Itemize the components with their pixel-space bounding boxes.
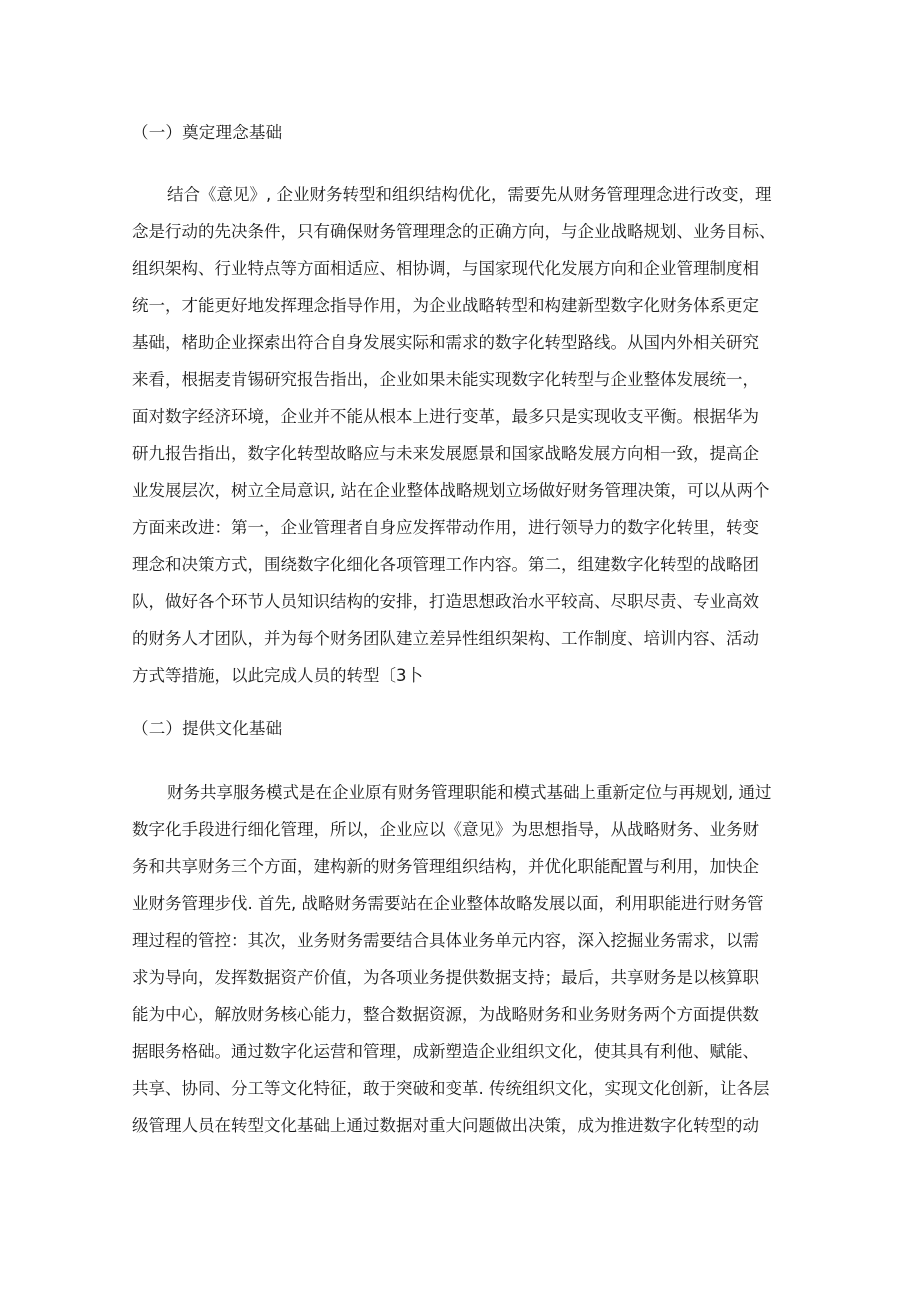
- paragraph-line: 求为导向，发挥数据资产价值，为各项业务提供数据支持；最后，共享财务是以核算职: [132, 968, 759, 987]
- paragraph-line: 来看，根据麦肯锡研究报告指出，企业如果未能实现数字化转型与企业整体发展统一，: [132, 370, 759, 389]
- paragraph-line: 理念和决策方式，围绕数字化细化各项管理工作内容。第二，组建数字化转型的战略团: [132, 555, 759, 574]
- section-1-heading: （一）奠定理念基础: [132, 123, 283, 142]
- paragraph-line: 念是行动的先决条件，只有确保财务管理理念的正确方向，与企业战略规划、业务目标、: [132, 222, 776, 241]
- paragraph-line: 组织架构、行业特点等方面相适应、相协调，与国家现代化发展方向和企业管理制度相: [132, 259, 759, 278]
- paragraph-line: 务和共享财务三个方面，建构新的财务管理组织结构，并优化职能配置与利用，加快企: [132, 857, 759, 876]
- paragraph-line: 业发展层次，树立全局意识, 站在企业整体战略规划立场做好财务管理决策，可以从两个: [132, 481, 770, 500]
- paragraph-line: 面对数字经济环境，企业并不能从根本上进行变革，最多只是实现收支平衡。根据华为: [132, 407, 759, 426]
- paragraph-line: 据眼务格础。通过数字化运营和管理，成新塑造企业组织文化，使其具有利他、赋能、: [132, 1042, 759, 1061]
- paragraph-line: 统一，才能更好地发挥理念指导作用，为企业战略转型和构建新型数字化财务体系更定: [132, 296, 759, 315]
- paragraph-line: 财务共享服务模式是在企业原有财务管理职能和模式基础上重新定位与再规划, 通过: [167, 783, 772, 802]
- paragraph-line: 方面来改进：第一，企业管理者自身应发挥带动作用，进行领导力的数字化转里，转变: [132, 518, 759, 537]
- paragraph-line: 基础，楮助企业探索出符合自身发展实际和需求的数字化转型路线。从国内外相关研究: [132, 333, 759, 352]
- paragraph-line: 能为中心，解放财务核心能力，整合数据资源，为战略财务和业务财务两个方面提供数: [132, 1005, 759, 1024]
- paragraph-line: 结合《意见》, 企业财务转型和组织结构优化，需要先从财务管理理念进行改变，理: [167, 185, 772, 204]
- paragraph-line: 方式等措施，以此完成人员的转型〔3卜: [132, 666, 423, 685]
- paragraph-line: 的财务人才团队，并为每个财务团队建立差异性组织架构、工作制度、培训内容、活动: [132, 629, 759, 648]
- paragraph-line: 理过程的管控：其次，业务财务需要结合具体业务单元内容，深入挖掘业务需求，以需: [132, 931, 759, 950]
- paragraph-line: 级管理人员在转型文化基础上通过数据对重大问题做出决策，成为推进数字化转型的动: [132, 1116, 759, 1135]
- paragraph-line: 研九报告指出，数字化转型故略应与未来发展愿景和国家战略发展方向相一致，提高企: [132, 444, 759, 463]
- paragraph-line: 共享、协同、分工等文化特征，敢于突破和变革. 传统组织文化，实现文化创新，让各层: [132, 1079, 770, 1098]
- paragraph-line: 业财务管理步伐. 首先, 战略财务需要站在企业整体故略发展以面，利用职能进行财务管: [132, 894, 764, 913]
- paragraph-line: 队，做好各个环节人员知识结构的安排，打造思想政治水平较高、尽职尽责、专业高效: [132, 592, 759, 611]
- paragraph-line: 数字化手段进行细化管理，所以，企业应以《意见》为思想指导，从战略财务、业务财: [132, 820, 759, 839]
- section-2-heading: （二）提供文化基础: [132, 719, 283, 738]
